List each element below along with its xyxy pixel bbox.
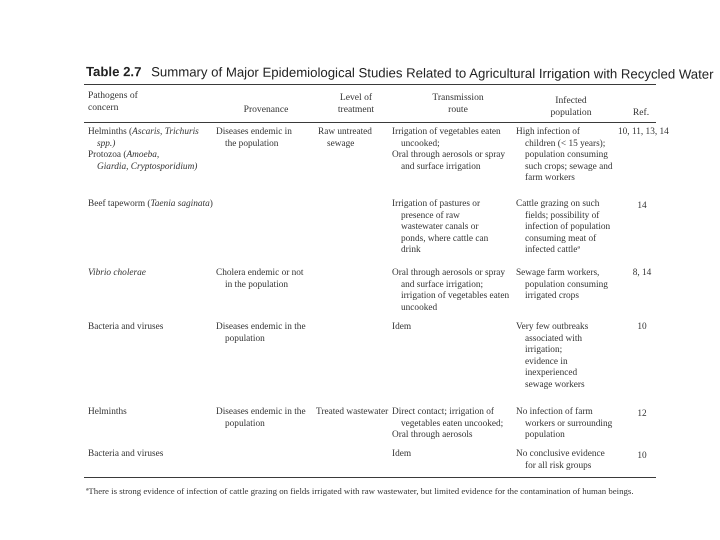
row1-infected: High infection of children (< 15 years); population consuming such crops; sewage and farm workers	[516, 127, 613, 184]
table-footnote: ªThere is strong evidence of infection of cattle grazing on fields irrigated with raw wastewater, but limited evidence for the contamination of human beings.	[86, 486, 634, 496]
bottom-rule	[84, 477, 656, 478]
row3-pathogens: Vibrio cholerae	[88, 268, 146, 278]
row2-transmission: Irrigation of pastures or presence of raw wastewater canals or ponds, where cattle can drink	[392, 199, 489, 256]
header-transmission: Transmission route	[432, 92, 484, 115]
row6-transmission: Idem	[392, 449, 412, 459]
row4-ref: 10	[637, 322, 647, 332]
row3-infected: Sewage farm workers, population consuming irrigated crops	[516, 268, 608, 302]
row2-ref: 14	[637, 201, 647, 211]
row6-infected: No conclusive evidence for all risk groups	[516, 449, 605, 471]
top-rule	[84, 84, 656, 85]
table-title	[85, 64, 714, 82]
table-caption: Summary of Major Epidemiological Studies Related to Agricultural Irrigation with Recycled Water	[151, 64, 714, 82]
row6-ref: 10	[637, 451, 647, 461]
row3-transmission: Oral through aerosols or spray and surface irrigation; irrigation of vegetables eaten uncooked	[392, 268, 510, 313]
row5-transmission: Direct contact; irrigation of vegetables eaten uncooked; Oral through aerosols	[392, 407, 504, 441]
row2-infected: Cattle grazing on such fields; possibility of infection of population consuming meat of infected cattleª	[516, 199, 611, 256]
row5-provenance: Diseases endemic in the population	[216, 407, 306, 429]
row2-pathogens: Beef tapeworm (Taenia saginata)	[88, 199, 213, 209]
row1-ref: 10, 11, 13, 14	[618, 127, 669, 137]
header-infected: Infected population	[550, 95, 592, 118]
row4-transmission: Idem	[392, 322, 412, 332]
row4-infected: Very few outbreaks associated with irrigation; evidence in inexperienced sewage workers	[516, 322, 589, 390]
header-rule	[84, 122, 656, 123]
header-provenance: Provenance	[243, 104, 289, 115]
row6-pathogens: Bacteria and viruses	[88, 449, 164, 459]
row5-infected: No infection of farm workers or surrounding population	[516, 407, 613, 441]
header-pathogens: Pathogens of concern	[88, 90, 138, 113]
row1-pathogens: Helminths (Ascaris, Trichuris spp.) Protozoa (Amoeba, Giardia, Cryptosporidium)	[88, 127, 199, 172]
row1-transmission: Irrigation of vegetables eaten uncooked; Oral through aerosols or spray and surface irrigation	[392, 127, 506, 172]
row4-pathogens: Bacteria and viruses	[88, 322, 164, 332]
row1-provenance: Diseases endemic in the population	[216, 127, 292, 149]
row4-provenance: Diseases endemic in the population	[216, 322, 306, 344]
header-level: Level of treatment	[337, 92, 375, 115]
header-ref: Ref.	[632, 107, 650, 118]
row3-provenance: Cholera endemic or not in the population	[216, 268, 304, 290]
row5-level: Treated wastewater	[316, 407, 389, 417]
row5-pathogens: Helminths	[88, 407, 127, 417]
row5-ref: 12	[637, 409, 647, 419]
row3-ref: 8, 14	[632, 268, 652, 278]
row1-level: Raw untreated sewage	[318, 127, 372, 149]
table-number: Table 2.7	[85, 64, 142, 80]
